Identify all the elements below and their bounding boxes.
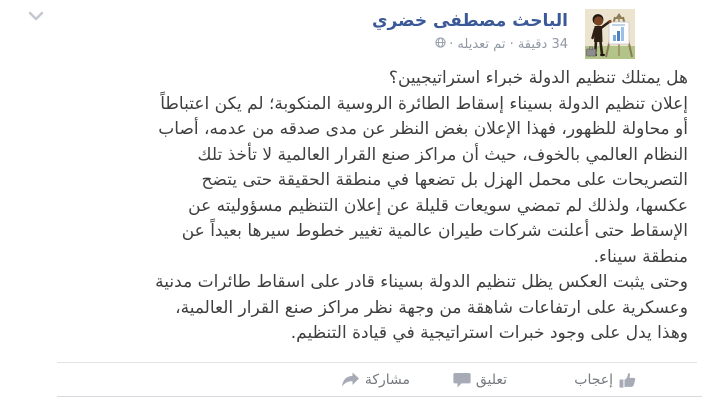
post-text-line: وحتى يثبت العكس يظل تنظيم الدولة بسيناء قادر على اسقاط طائرات مدنية (155, 272, 688, 292)
post-text-line: عكسها، ولذلك لم تمضي سويعات قليلة عن إعلان التنظيم مسؤوليته عن (188, 195, 688, 216)
post-text-line: الإسقاط حتى أعلنت شركات طيران عالمية تغيير خطوط سيرها بعيداً عن (181, 221, 688, 241)
post-header-text (372, 11, 568, 52)
divider-below-actions (57, 396, 702, 397)
author-name-link[interactable]: الباحث مصطفى خضري (371, 11, 568, 31)
divider-above-actions (57, 362, 697, 363)
globe-icon (435, 36, 446, 52)
avatar[interactable] (585, 9, 635, 59)
share-arrow-icon (341, 372, 360, 388)
post-text-line: إعلان تنظيم الدولة بسيناء إسقاط الطائرة الروسية المنكوبة؛ لم يكن اعتباطاً (160, 93, 688, 114)
post-text (30, 66, 688, 347)
like-button[interactable] (574, 369, 637, 391)
share-label: مشاركة (364, 372, 410, 388)
post-text-line: وعسكرية على ارتفاعات شاهقة من وجهة نظر مراكز صنع القرار العالمية، (175, 297, 688, 318)
post-text-line: أو محاولة للظهور، فهذا الإعلان بغض النظر عن مدى صدقه من عدمه، أصاب (158, 119, 688, 139)
timestamp: 34 دقيقة · تم تعديله · (449, 36, 568, 52)
researcher-easel-avatar (585, 9, 635, 59)
share-button[interactable] (341, 369, 410, 391)
comment-label: تعليق (475, 372, 507, 388)
like-label: إعجاب (574, 372, 613, 388)
speech-bubble-icon (453, 372, 471, 389)
comment-button[interactable] (453, 369, 507, 391)
post-text-line: النظام العالمي بالخوف، حيث أن مراكز صنع القرار العالمية لا تأخذ تلك (197, 144, 688, 165)
thumbs-up-icon (618, 371, 637, 390)
post-options-button[interactable] (26, 8, 46, 24)
post-text-line: التصريحات على محمل الهزل بل تضعها في منطقة الحقيقة حتى يتضح (201, 170, 688, 190)
post-meta (372, 36, 568, 52)
post-text-line: هل يمتلك تنظيم الدولة خبراء استراتيجيين؟ (388, 68, 688, 88)
chevron-down-icon (28, 9, 44, 24)
post-text-line: منطقة سيناء. (593, 246, 688, 267)
post-text-line: وهذا يدل على وجود خبرات استراتيجية في قيادة التنظيم. (290, 323, 688, 343)
